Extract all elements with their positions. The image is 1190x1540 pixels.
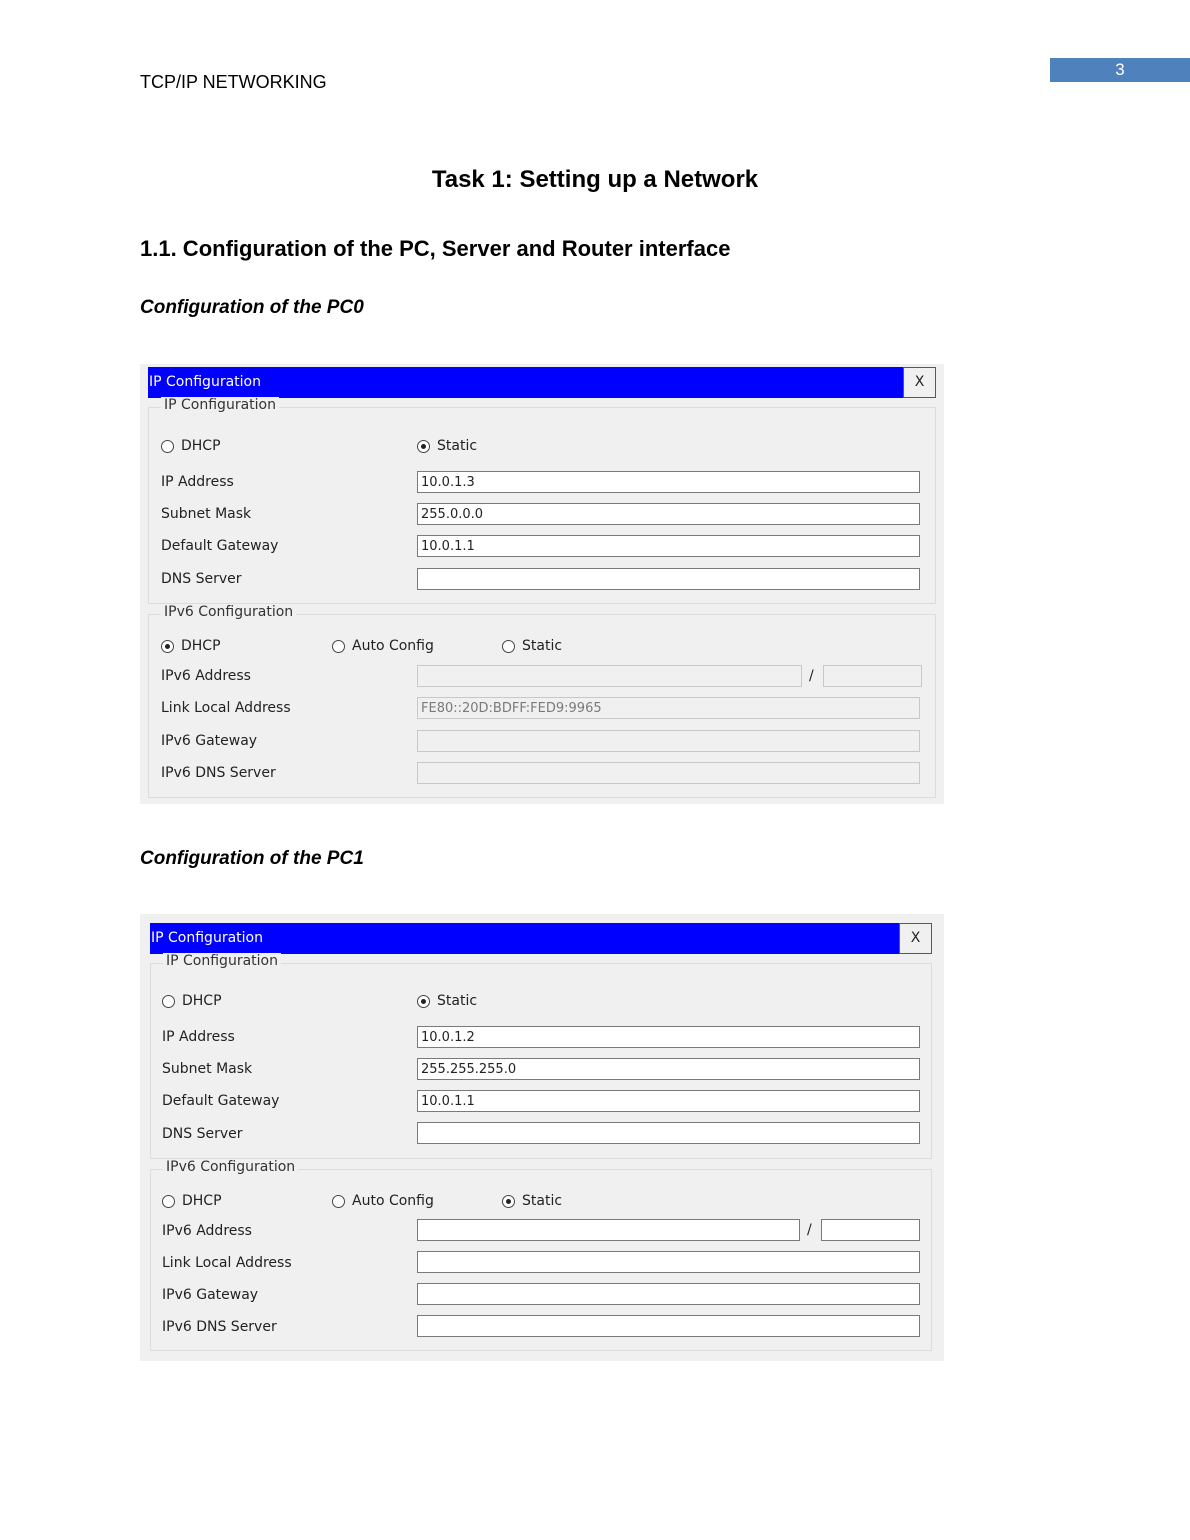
- ip-config-dialog-pc0: [140, 364, 944, 804]
- radio-label: Static: [522, 1193, 563, 1209]
- ipv6-gateway-label: IPv6 Gateway: [161, 733, 258, 749]
- ipv4-dhcp-radio[interactable]: [162, 993, 222, 1009]
- radio-label: DHCP: [182, 1193, 222, 1209]
- radio-label: Auto Config: [352, 1193, 434, 1209]
- subnet-mask-input[interactable]: 255.255.255.0: [417, 1058, 920, 1080]
- radio-label: Static: [437, 438, 478, 454]
- ipv6-gateway-label: IPv6 Gateway: [162, 1287, 259, 1303]
- radio-selected-icon: [161, 640, 174, 653]
- ipv4-static-radio[interactable]: [417, 993, 477, 1009]
- dialog-titlebar: [150, 923, 932, 954]
- caption-pc0: Configuration of the PC0: [140, 297, 364, 318]
- subnet-mask-label: Subnet Mask: [162, 1061, 253, 1077]
- subnet-mask-label: Subnet Mask: [161, 506, 252, 522]
- ipv4-group-legend: IP Configuration: [161, 397, 279, 413]
- radio-circle-icon: [162, 995, 175, 1008]
- radio-label: DHCP: [181, 438, 221, 454]
- ip-address-input[interactable]: 10.0.1.2: [417, 1026, 920, 1048]
- default-gateway-input[interactable]: 10.0.1.1: [417, 1090, 920, 1112]
- ipv4-group-legend: IP Configuration: [163, 953, 281, 969]
- ip-config-dialog-pc1: [140, 914, 944, 1361]
- default-gateway-input[interactable]: 10.0.1.1: [417, 535, 920, 557]
- dns-server-label: DNS Server: [162, 1126, 243, 1142]
- ipv6-address-label: IPv6 Address: [162, 1223, 252, 1239]
- dns-server-input[interactable]: [417, 1122, 920, 1144]
- ipv6-address-input[interactable]: [417, 665, 802, 687]
- default-gateway-label: Default Gateway: [161, 538, 279, 554]
- radio-label: Static: [522, 638, 563, 654]
- ip-address-input[interactable]: 10.0.1.3: [417, 471, 920, 493]
- ipv6-gateway-input[interactable]: [417, 730, 920, 752]
- ip-address-label: IP Address: [162, 1029, 235, 1045]
- radio-selected-icon: [417, 440, 430, 453]
- radio-circle-icon: [502, 640, 515, 653]
- dialog-title: IP Configuration: [151, 930, 263, 946]
- ipv6-group-legend: IPv6 Configuration: [163, 1159, 298, 1175]
- ipv6-dns-label: IPv6 DNS Server: [161, 765, 276, 781]
- link-local-input[interactable]: FE80::20D:BDFF:FED9:9965: [417, 697, 920, 719]
- radio-label: Static: [437, 993, 478, 1009]
- ipv6-dns-input[interactable]: [417, 1315, 920, 1337]
- radio-label: DHCP: [181, 638, 221, 654]
- prefix-separator: /: [809, 668, 814, 684]
- link-local-label: Link Local Address: [161, 700, 291, 716]
- ipv6-prefix-input[interactable]: [821, 1219, 920, 1241]
- ipv6-static-radio[interactable]: [502, 1193, 562, 1209]
- page-number: 3: [1050, 58, 1190, 82]
- radio-selected-icon: [502, 1195, 515, 1208]
- dns-server-input[interactable]: [417, 568, 920, 590]
- ipv6-dns-label: IPv6 DNS Server: [162, 1319, 277, 1335]
- running-head: TCP/IP NETWORKING: [140, 72, 327, 92]
- ipv6-auto-config-radio[interactable]: [332, 1193, 434, 1209]
- ipv6-dhcp-radio[interactable]: [161, 638, 221, 654]
- radio-selected-icon: [417, 995, 430, 1008]
- radio-label: Auto Config: [352, 638, 434, 654]
- ipv4-dhcp-radio[interactable]: [161, 438, 221, 454]
- close-button[interactable]: X: [899, 923, 932, 954]
- ipv4-static-radio[interactable]: [417, 438, 477, 454]
- ipv6-dhcp-radio[interactable]: [162, 1193, 222, 1209]
- link-local-label: Link Local Address: [162, 1255, 292, 1271]
- dns-server-label: DNS Server: [161, 571, 242, 587]
- radio-circle-icon: [161, 440, 174, 453]
- ipv6-address-input[interactable]: [417, 1219, 800, 1241]
- ipv6-dns-input[interactable]: [417, 762, 920, 784]
- radio-circle-icon: [332, 1195, 345, 1208]
- dialog-title: IP Configuration: [149, 374, 261, 390]
- link-local-input[interactable]: [417, 1251, 920, 1273]
- prefix-separator: /: [807, 1222, 812, 1238]
- caption-pc1: Configuration of the PC1: [140, 848, 364, 869]
- document-title: Task 1: Setting up a Network: [431, 166, 759, 193]
- ipv6-address-label: IPv6 Address: [161, 668, 251, 684]
- ip-address-label: IP Address: [161, 474, 234, 490]
- dialog-titlebar: [148, 367, 936, 398]
- ipv6-static-radio[interactable]: [502, 638, 562, 654]
- subnet-mask-input[interactable]: 255.0.0.0: [417, 503, 920, 525]
- radio-circle-icon: [162, 1195, 175, 1208]
- radio-circle-icon: [332, 640, 345, 653]
- radio-label: DHCP: [182, 993, 222, 1009]
- section-heading: 1.1. Configuration of the PC, Server and Router interface: [140, 236, 731, 261]
- close-button[interactable]: X: [903, 367, 936, 398]
- default-gateway-label: Default Gateway: [162, 1093, 280, 1109]
- ipv6-prefix-input[interactable]: [823, 665, 922, 687]
- ipv6-gateway-input[interactable]: [417, 1283, 920, 1305]
- ipv6-group-legend: IPv6 Configuration: [161, 604, 296, 620]
- ipv6-auto-config-radio[interactable]: [332, 638, 434, 654]
